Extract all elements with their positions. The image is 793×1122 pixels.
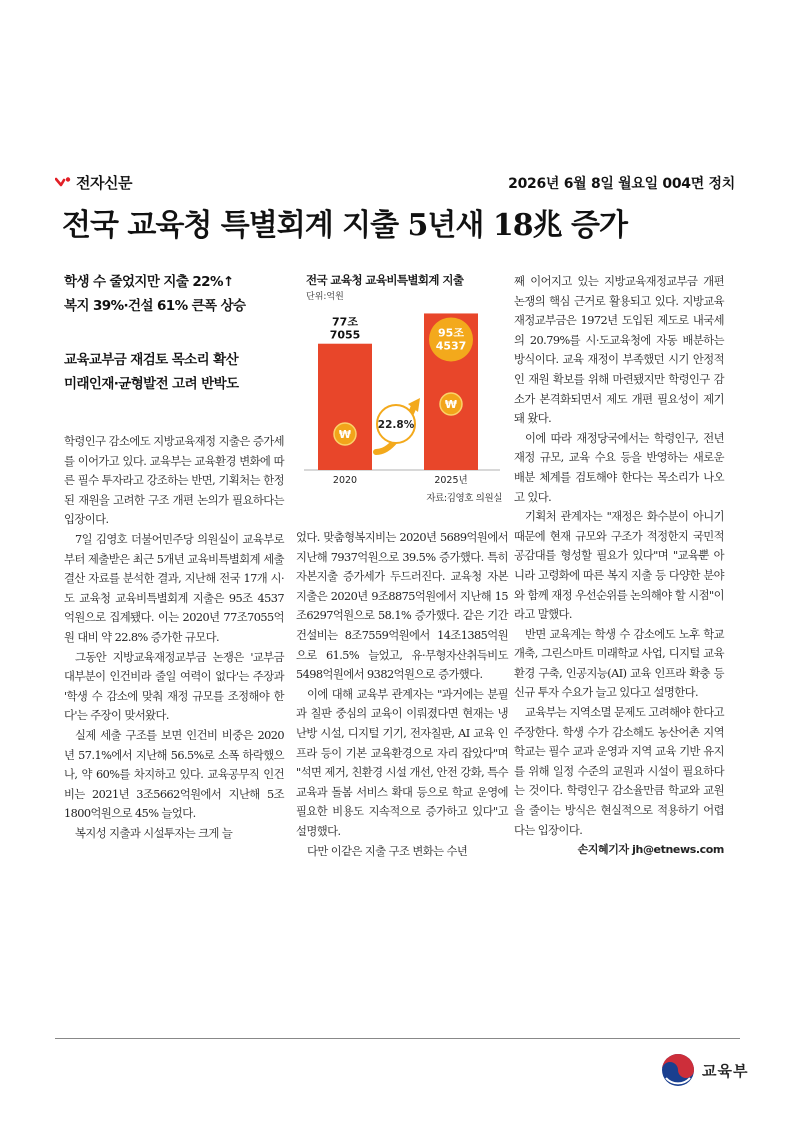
newspaper-logo — [55, 172, 132, 193]
subhead-group-2 — [64, 348, 294, 396]
chart-value-label: 4537 — [435, 339, 467, 353]
subhead-line: 학생 수 줄었지만 지출 22%↑ — [64, 274, 234, 290]
masthead — [55, 172, 735, 194]
chart-category-label: 2020 — [332, 475, 358, 486]
article-paragraph: 기획처 관계자는 "재정은 화수분이 아니기 때문에 현재 규모와 구조가 적정한지 국민적 공감대를 형성할 필요가 있다"며 "교육뿐 아니라 고령화에 따른 복지 지출 등 다양한 분야와 함께 재정 우선순위를 논의해야 할 시점"이라고 말했다. — [514, 510, 724, 622]
article-column-3 — [514, 272, 724, 860]
chart-bar — [318, 344, 372, 470]
byline: 손지혜기자 jh@etnews.com — [577, 843, 724, 857]
spending-chart — [296, 272, 508, 508]
chart-title: 전국 교육청 교육비특별회계 지출 — [306, 273, 464, 287]
chart-plot — [296, 302, 508, 488]
ministry-logo — [660, 1052, 748, 1088]
chart-category-label: 2025년 — [434, 475, 468, 486]
subhead-line: 미래인재·균형발전 고려 반박도 — [64, 376, 239, 392]
article-paragraph: 교육부는 지역소멸 문제도 고려해야 한다고 주장한다. 학생 수가 감소해도 농산어촌 지역 학교는 필수 교과 운영과 지역 교육 기반 유지를 위해 일정 수준의 교원과 시설이 필요하다는 것이다. 학령인구 감소율만큼 학교와 교원을 줄이는 방식은 현실적으로 적용하기 어렵다는 입장이다. — [514, 706, 724, 837]
article-paragraph: 실제 세출 구조를 보면 인건비 비중은 2020년 57.1%에서 지난해 56.5%로 소폭 하락했으나, 약 60%를 차지하고 있다. 교육공무직 인건비는 2021년 3조5662억원에서 지난해 5조1800억원으로 45% 늘었다. — [64, 728, 284, 821]
footer-divider — [55, 1038, 740, 1039]
subhead-line: 교육교부금 재검토 목소리 확산 — [64, 352, 239, 368]
article-paragraph: 었다. 맞춤형복지비는 2020년 5689억원에서 지난해 7937억원으로 39.5% 증가했다. 특히 자본지출 증가세가 두드러진다. 교육청 자본지출은 2020년 9조8875억원에서 지난해 15조6297억원으로 58.1% 증가했다. 같은 기간 건설비는 8조7559억원에서 14조1385억원으로 61.5% 늘었고, 유·무형자산취득비도 5498억원에서 9382억원으로 증가했다. — [296, 531, 508, 682]
subhead-line: 복지 39%·건설 61% 큰폭 상승 — [64, 298, 246, 314]
etnews-logo-icon — [55, 176, 73, 190]
chart-unit: 단위:억원 — [306, 292, 344, 302]
article-column-1 — [64, 432, 284, 843]
taegeuk-emblem-icon — [660, 1052, 696, 1088]
won-sign-icon: ₩ — [338, 428, 352, 441]
headline: 전국 교육청 특별회계 지출 5년새 18兆 증가 — [62, 208, 627, 243]
chart-value-label: 77조 — [332, 315, 358, 329]
subhead-group-1 — [64, 270, 294, 318]
article-paragraph: 째 이어지고 있는 지방교육재정교부금 개편 논쟁의 핵심 근거로 활용되고 있다. 지방교육재정교부금은 1972년 도입된 제도로 내국세의 20.79%를 시·도교육청에 자동 배분하는 방식이다. 교육 재정이 부족했던 시기 안정적인 재원 확보를 위해 마련됐지만 학령인구 감소가 본격화되면서 제도 개편 필요성이 제기돼 왔다. — [514, 275, 724, 426]
logo-text: 전자신문 — [76, 174, 132, 192]
article-column-2 — [296, 528, 508, 861]
dateline: 2026년 6월 8일 월요일 004면 정치 — [508, 176, 735, 192]
article-paragraph: 복지성 지출과 시설투자는 크게 늘 — [75, 826, 233, 840]
chart-source: 자료:김영호 의원실 — [426, 493, 502, 504]
chart-value-label: 95조 — [438, 326, 464, 340]
won-sign-icon: ₩ — [444, 398, 458, 411]
article-paragraph: 7일 김영호 더불어민주당 의원실이 교육부로부터 제출받은 최근 5개년 교육비특별회계 세출결산 자료를 분석한 결과, 지난해 전국 17개 시·도 교육청 교육비특별회계 지출은 95조 4537억원으로 집계됐다. 이는 2020년 77조7055억원 대비 약 22.8% 증가한 규모다. — [64, 532, 284, 644]
article-paragraph: 반면 교육계는 학생 수 감소에도 노후 학교 개축, 그린스마트 미래학교 사업, 디지털 교육환경 구축, 인공지능(AI) 교육 인프라 확충 등 신규 투자 수요가 늘고 있다고 설명한다. — [514, 627, 724, 700]
article-paragraph: 이에 대해 교육부 관계자는 "과거에는 분필과 칠판 중심의 교육이 이뤄졌다면 현재는 냉난방 시설, 디지털 기기, 전자칠판, AI 교육 인프라 등이 기본 교육환경으로 자리 잡았다"며 "석면 제거, 친환경 시설 개선, 안전 강화, 특수교육과 돌봄 서비스 확대 등으로 학교 운영에 필요한 비용도 지속적으로 증가하고 있다"고 설명했다. — [296, 687, 508, 838]
article-paragraph: 이에 따라 재정당국에서는 학령인구, 전년 재정 규모, 교육 수요 등을 반영하는 새로운 배분 체계를 검토해야 한다는 목소리가 나오고 있다. — [514, 431, 724, 504]
ministry-name: 교육부 — [702, 1061, 749, 1080]
growth-label: 22.8% — [377, 419, 415, 431]
chart-value-label: 7055 — [329, 328, 361, 342]
article-paragraph: 다만 이같은 지출 구조 변화는 수년 — [307, 844, 468, 858]
article-paragraph: 그동안 지방교육재정교부금 논쟁은 '교부금 대부분이 인건비라 줄일 여력이 없다'는 주장과 '학생 수 감소에 맞춰 재정 규모를 조정해야 한다'는 주장이 맞서왔다. — [64, 650, 284, 723]
article-paragraph: 학령인구 감소에도 지방교육재정 지출은 증가세를 이어가고 있다. 교육부는 교육환경 변화에 따른 필수 투자라고 강조하는 반면, 기획처는 한정된 재원을 고려한 구조 개편 논의가 필요하다는 입장이다. — [64, 435, 284, 527]
